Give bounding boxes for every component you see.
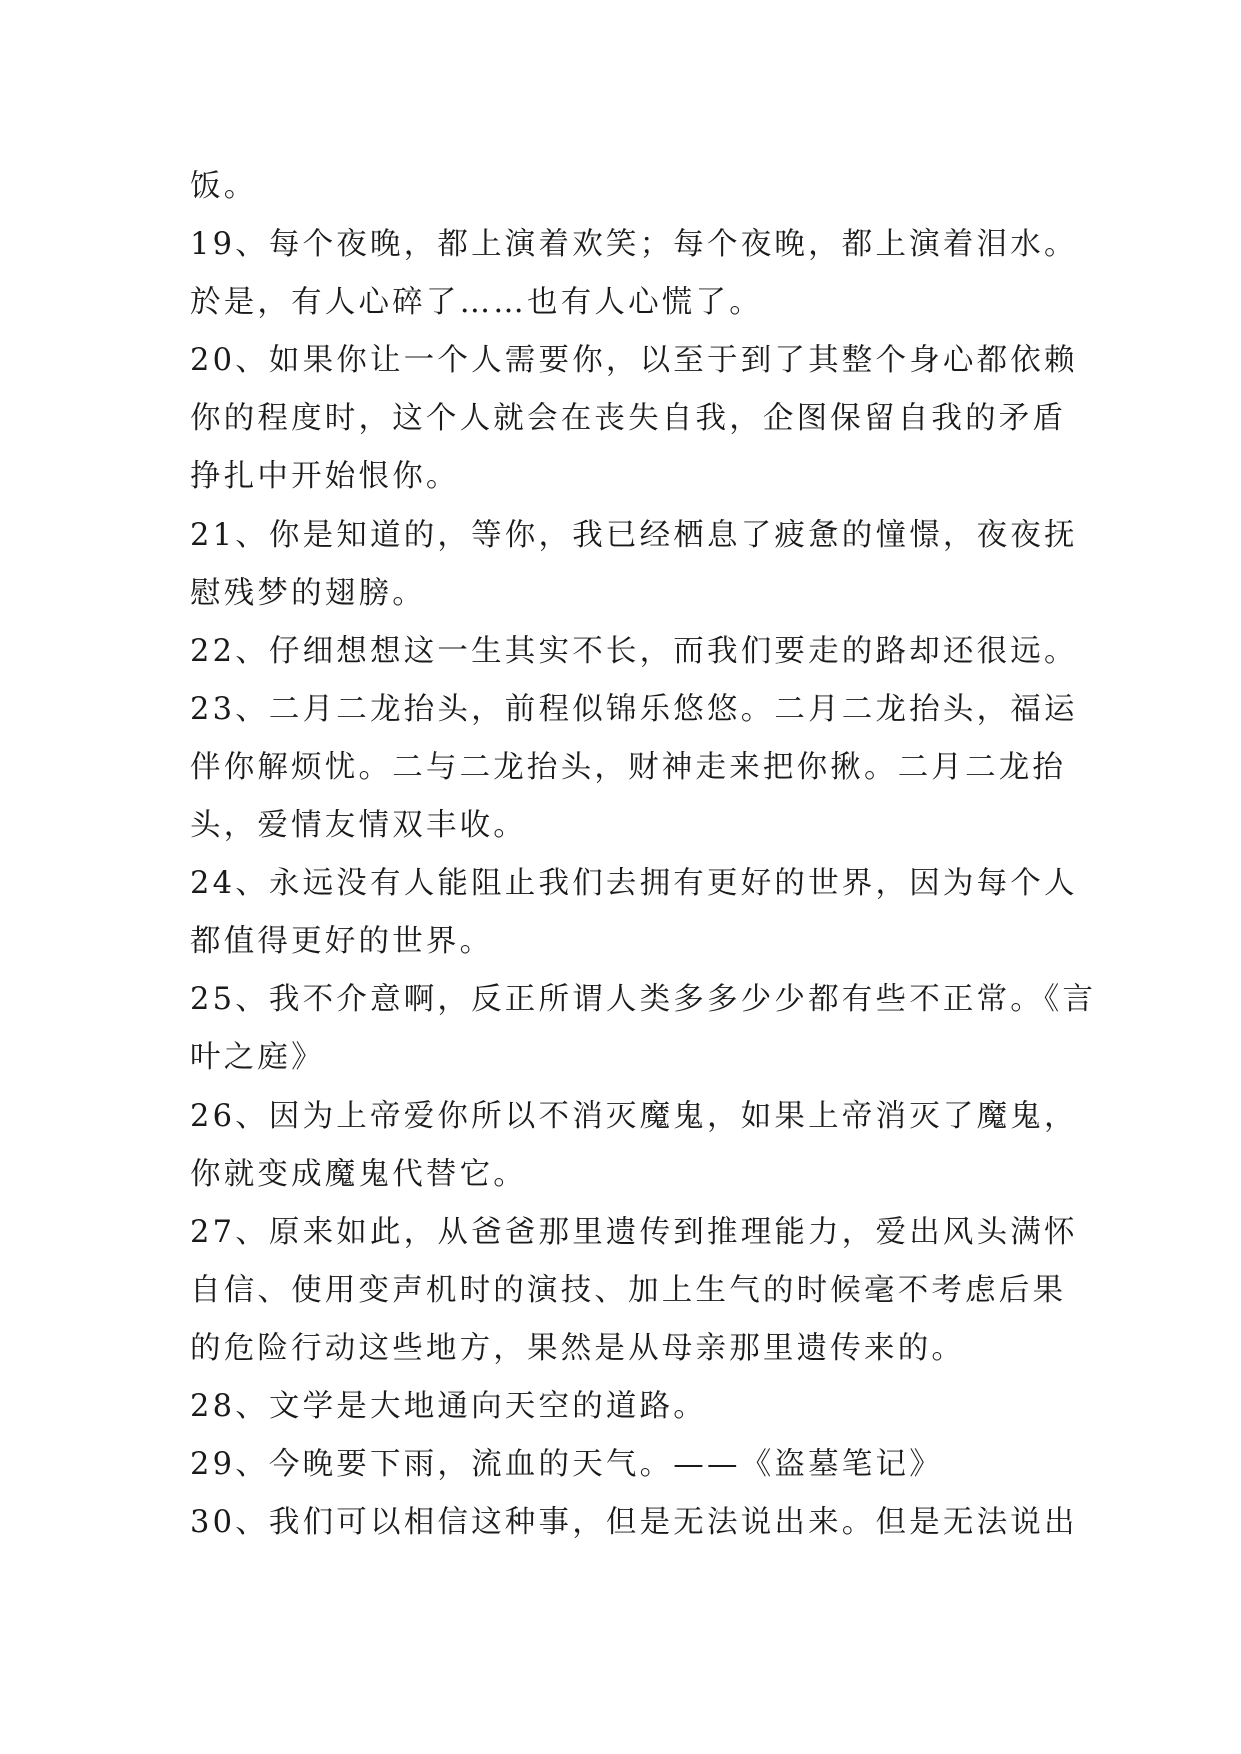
text-line: 27、原来如此，从爸爸那里遗传到推理能力，爱出风头满怀 bbox=[190, 1214, 1078, 1250]
text-line: 21、你是知道的，等你，我已经栖息了疲惫的憧憬，夜夜抚 bbox=[190, 517, 1078, 553]
text-line: 26、因为上帝爱你所以不消灭魔鬼，如果上帝消灭了魔鬼， bbox=[190, 1098, 1078, 1134]
text-line: 28、文学是大地通向天空的道路。 bbox=[190, 1388, 708, 1424]
text-line: 你的程度时，这个人就会在丧失自我，企图保留自我的矛盾 bbox=[190, 401, 1067, 437]
text-line: 24、永远没有人能阻止我们去拥有更好的世界，因为每个人 bbox=[190, 866, 1078, 902]
text-line: 22、仔细想想这一生其实不长，而我们要走的路却还很远。 bbox=[190, 633, 1078, 669]
text-line: 叶之庭》 bbox=[190, 1040, 325, 1076]
text-line: 30、我们可以相信这种事，但是无法说出来。但是无法说出 bbox=[190, 1505, 1078, 1541]
text-line: 挣扎中开始恨你。 bbox=[190, 459, 460, 495]
text-line: 你就变成魔鬼代替它。 bbox=[190, 1156, 527, 1192]
text-line: 20、如果你让一个人需要你，以至于到了其整个身心都依赖 bbox=[190, 343, 1078, 379]
text-line: 23、二月二龙抬头，前程似锦乐悠悠。二月二龙抬头，福运 bbox=[190, 691, 1078, 727]
text-line: 慰残梦的翅膀。 bbox=[190, 575, 426, 611]
text-line: 头，爱情友情双丰收。 bbox=[190, 808, 527, 844]
text-line: 都值得更好的世界。 bbox=[190, 924, 494, 960]
text-line: 饭。 bbox=[190, 169, 258, 204]
text-line: 29、今晚要下雨，流血的天气。——《盗墓笔记》 bbox=[190, 1447, 943, 1483]
text-line: 伴你解烦忧。二与二龙抬头，财神走来把你揪。二月二龙抬 bbox=[190, 749, 1067, 785]
text-line: 的危险行动这些地方，果然是从母亲那里遗传来的。 bbox=[190, 1330, 966, 1366]
text-line: 於是，有人心碎了……也有人心慌了。 bbox=[190, 285, 763, 321]
text-line: 19、每个夜晚，都上演着欢笑；每个夜晚，都上演着泪水。 bbox=[190, 227, 1078, 263]
text-line: 25、我不介意啊，反正所谓人类多多少少都有些不正常。《言 bbox=[190, 982, 1097, 1018]
text-line: 自信、使用变声机时的演技、加上生气的时候毫不考虑后果 bbox=[190, 1272, 1067, 1308]
document-body bbox=[190, 158, 1097, 1552]
